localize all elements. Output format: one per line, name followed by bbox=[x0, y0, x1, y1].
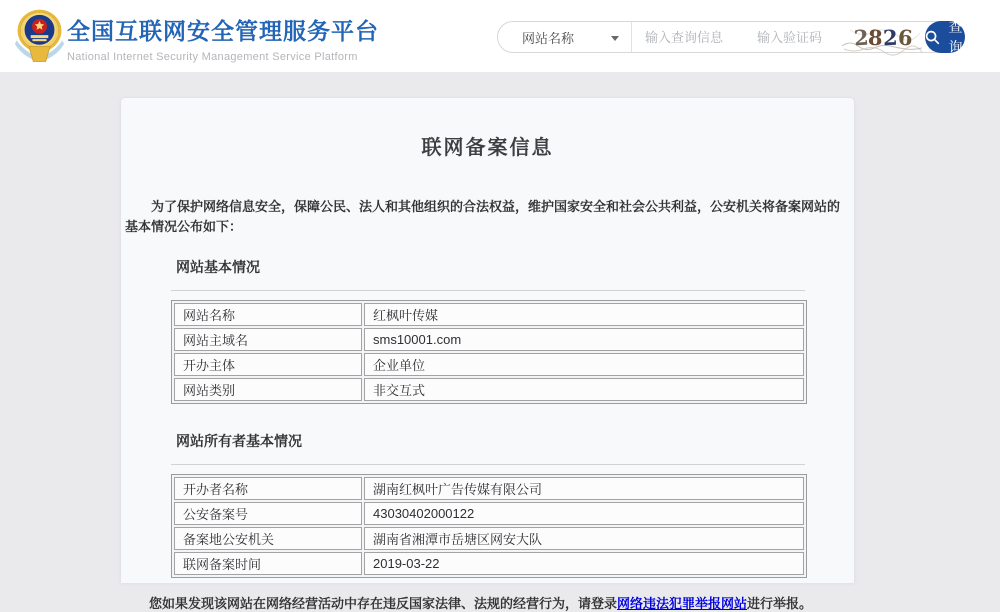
header bbox=[0, 0, 1000, 72]
row-value: 湖南红枫叶广告传媒有限公司 bbox=[364, 477, 804, 500]
table-row bbox=[174, 378, 804, 401]
search-button[interactable] bbox=[925, 21, 965, 53]
row-value: 43030402000122 bbox=[364, 502, 804, 525]
row-label: 网站类别 bbox=[174, 378, 362, 401]
section-website-basic-info bbox=[121, 257, 854, 404]
search-category-value: 网站名称 bbox=[522, 30, 575, 46]
row-label: 公安备案号 bbox=[174, 502, 362, 525]
row-label: 网站名称 bbox=[174, 303, 362, 326]
captcha-image[interactable] bbox=[840, 22, 926, 52]
table-row bbox=[174, 502, 804, 525]
row-label: 开办主体 bbox=[174, 353, 362, 376]
site-subtitle: National Internet Security Management Service Platform bbox=[67, 51, 358, 63]
search-button-label: 查询 bbox=[948, 19, 963, 55]
row-value: sms10001.com bbox=[364, 328, 804, 351]
intro-paragraph: 为了保护网络信息安全，保障公民、法人和其他组织的合法权益，维护国家安全和社会公共利益，公安机关将备案网站的基本情况公布如下： bbox=[125, 199, 841, 235]
section-divider bbox=[171, 290, 805, 291]
filing-info-card bbox=[120, 97, 855, 612]
row-label: 联网备案时间 bbox=[174, 552, 362, 575]
row-value: 湖南省湘潭市岳塘区网安大队 bbox=[364, 527, 804, 550]
captcha-digit: 2 bbox=[852, 24, 870, 50]
report-notice-prefix: 您如果发现该网站在网络经营活动中存在违反国家法律、法规的经营行为，请登录 bbox=[149, 596, 618, 612]
search-query-input[interactable] bbox=[632, 22, 744, 52]
row-value: 红枫叶传媒 bbox=[364, 303, 804, 326]
report-notice-suffix: 进行举报。 bbox=[747, 596, 813, 612]
police-badge-logo bbox=[13, 7, 66, 65]
report-notice bbox=[121, 593, 854, 612]
report-website-link[interactable]: 网络违法犯罪举报网站 bbox=[617, 596, 748, 612]
section-website-owner-info bbox=[121, 431, 854, 578]
row-value: 企业单位 bbox=[364, 353, 804, 376]
page-title: 联网备案信息 bbox=[421, 137, 554, 159]
section-heading: 网站所有者基本情况 bbox=[176, 433, 302, 450]
chevron-down-icon bbox=[611, 36, 619, 41]
row-label: 开办者名称 bbox=[174, 477, 362, 500]
search-bar bbox=[497, 21, 965, 53]
table-row bbox=[174, 552, 804, 575]
row-value: 2019-03-22 bbox=[364, 552, 804, 575]
website-basic-info-table bbox=[171, 300, 807, 404]
table-row bbox=[174, 477, 804, 500]
captcha-digit: 8 bbox=[867, 24, 884, 50]
table-row bbox=[174, 527, 804, 550]
brand bbox=[67, 13, 379, 63]
captcha-digit: 2 bbox=[882, 24, 899, 50]
captcha-digit: 6 bbox=[896, 24, 914, 50]
website-owner-info-table bbox=[171, 474, 807, 578]
search-category-dropdown[interactable] bbox=[498, 22, 632, 52]
row-value: 非交互式 bbox=[364, 378, 804, 401]
police-badge-icon bbox=[13, 7, 66, 65]
section-divider bbox=[171, 464, 805, 465]
site-title: 全国互联网安全管理服务平台 bbox=[67, 18, 379, 44]
row-label: 备案地公安机关 bbox=[174, 527, 362, 550]
section-heading: 网站基本情况 bbox=[176, 259, 260, 276]
table-row bbox=[174, 328, 804, 351]
search-icon bbox=[925, 30, 940, 45]
captcha-input[interactable] bbox=[744, 22, 840, 52]
table-row bbox=[174, 353, 804, 376]
row-label: 网站主域名 bbox=[174, 328, 362, 351]
table-row bbox=[174, 303, 804, 326]
